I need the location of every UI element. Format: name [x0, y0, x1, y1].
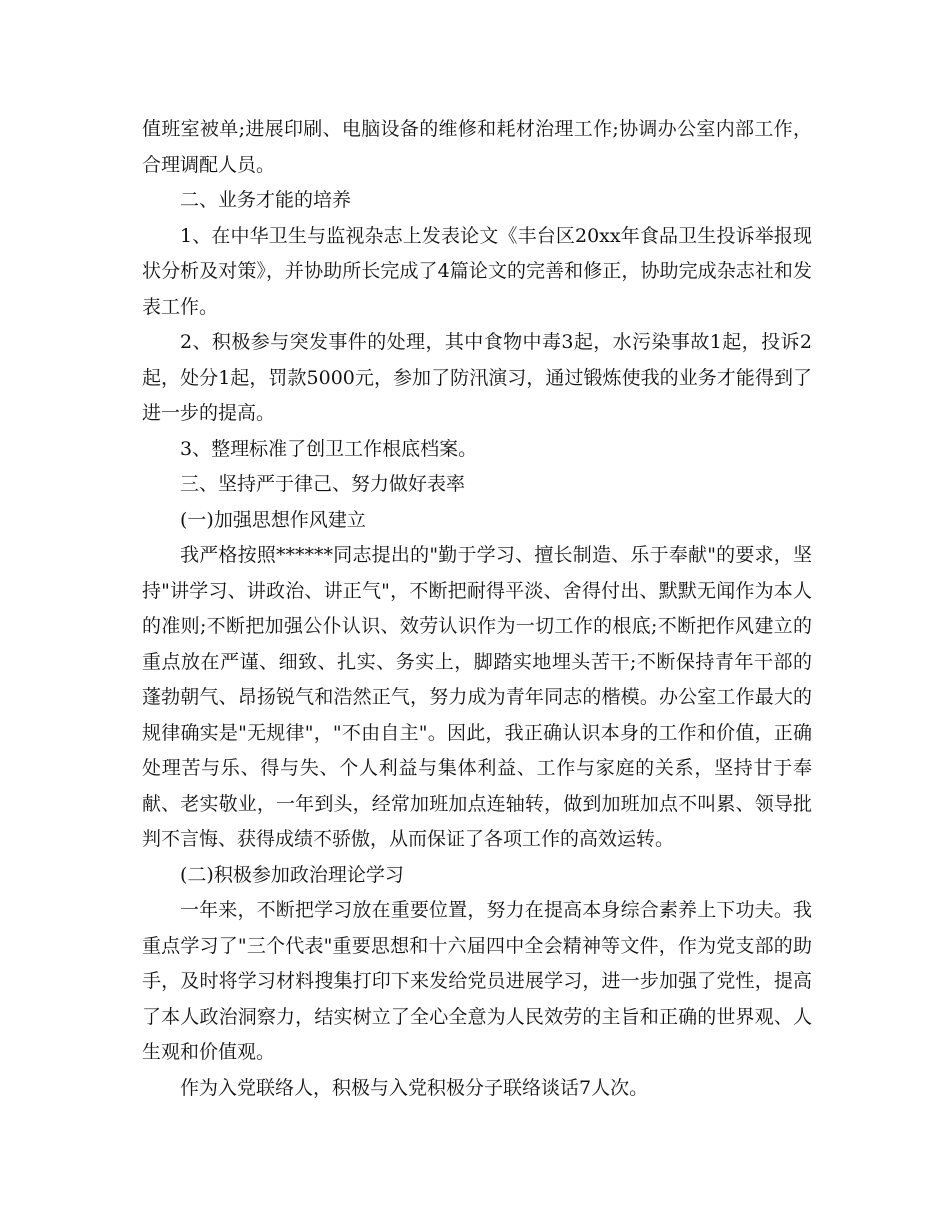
paragraph-item-3: 3、整理标准了创卫工作根底档案。 — [180, 437, 478, 460]
subheading-style-building: (一)加强思想作风建立 — [180, 508, 366, 531]
paragraph-continued: 值班室被单;进展印刷、电脑设备的维修和耗材治理工作;协调办公室内部工作，合理调配人员。 — [142, 118, 812, 176]
paragraph-item-2: 2、积极参与突发事件的处理，其中食物中毒3起，水污染事故1起，投诉2起，处分1起，罚款5000元，参加了防汛演习，通过锻炼使我的业务才能得到了进一步的提高。 — [142, 331, 812, 424]
section-heading-self-discipline: 三、坚持严于律己、努力做好表率 — [180, 473, 466, 495]
paragraph-political-study: 一年来，不断把学习放在重要位置，努力在提高本身综合素养上下功夫。我重点学习了"三个代表"重要思想和十六届四中全会精神等文件，作为党支部的助手，及时将学习材料搜集打印下来发给党员进展学习，进一步加强了党性，提高了本人政治洞察力，结实树立了全心全意为人民效劳的主旨和正确的世界观、人生观和价值观。 — [142, 899, 812, 1063]
paragraph-style-building: 我严格按照******同志提出的"勤于学习、擅长制造、乐于奉献"的要求，坚持"讲学习、讲政治、讲正气"，不断把耐得平淡、舍得付出、默默无闻作为本人的准则;不断把加强公仆认识、效劳认识作为一切工作的根底;不断把作风建立的重点放在严谨、细致、扎实、务实上，脚踏实地埋头苦干;不断保持青年干部的蓬勃朝气、昂扬锐气和浩然正气，努力成为青年同志的楷模。办公室工作最大的规律确实是"无规律"，"不由自主"。因此，我正确认识本身的工作和价值，正确处理苦与乐、得与失、个人利益与集体利益、工作与家庭的关系，坚持甘于奉献、老实敬业，一年到头，经常加班加点连轴转，做到加班加点不叫累、领导批判不言悔、获得成绩不骄傲，从而保证了各项工作的高效运转。 — [142, 544, 812, 850]
document-body — [142, 112, 812, 1106]
paragraph-party-contact: 作为入党联络人，积极与入党积极分子联络谈话7人次。 — [180, 1076, 649, 1099]
section-heading-business-skills: 二、业务才能的培养 — [180, 189, 352, 211]
paragraph-item-1: 1、在中华卫生与监视杂志上发表论文《丰台区20xx年食品卫生投诉举报现状分析及对策》，并协助所长完成了4篇论文的完善和修正，协助完成杂志社和发表工作。 — [142, 224, 812, 318]
subheading-political-study: (二)积极参加政治理论学习 — [180, 863, 404, 886]
